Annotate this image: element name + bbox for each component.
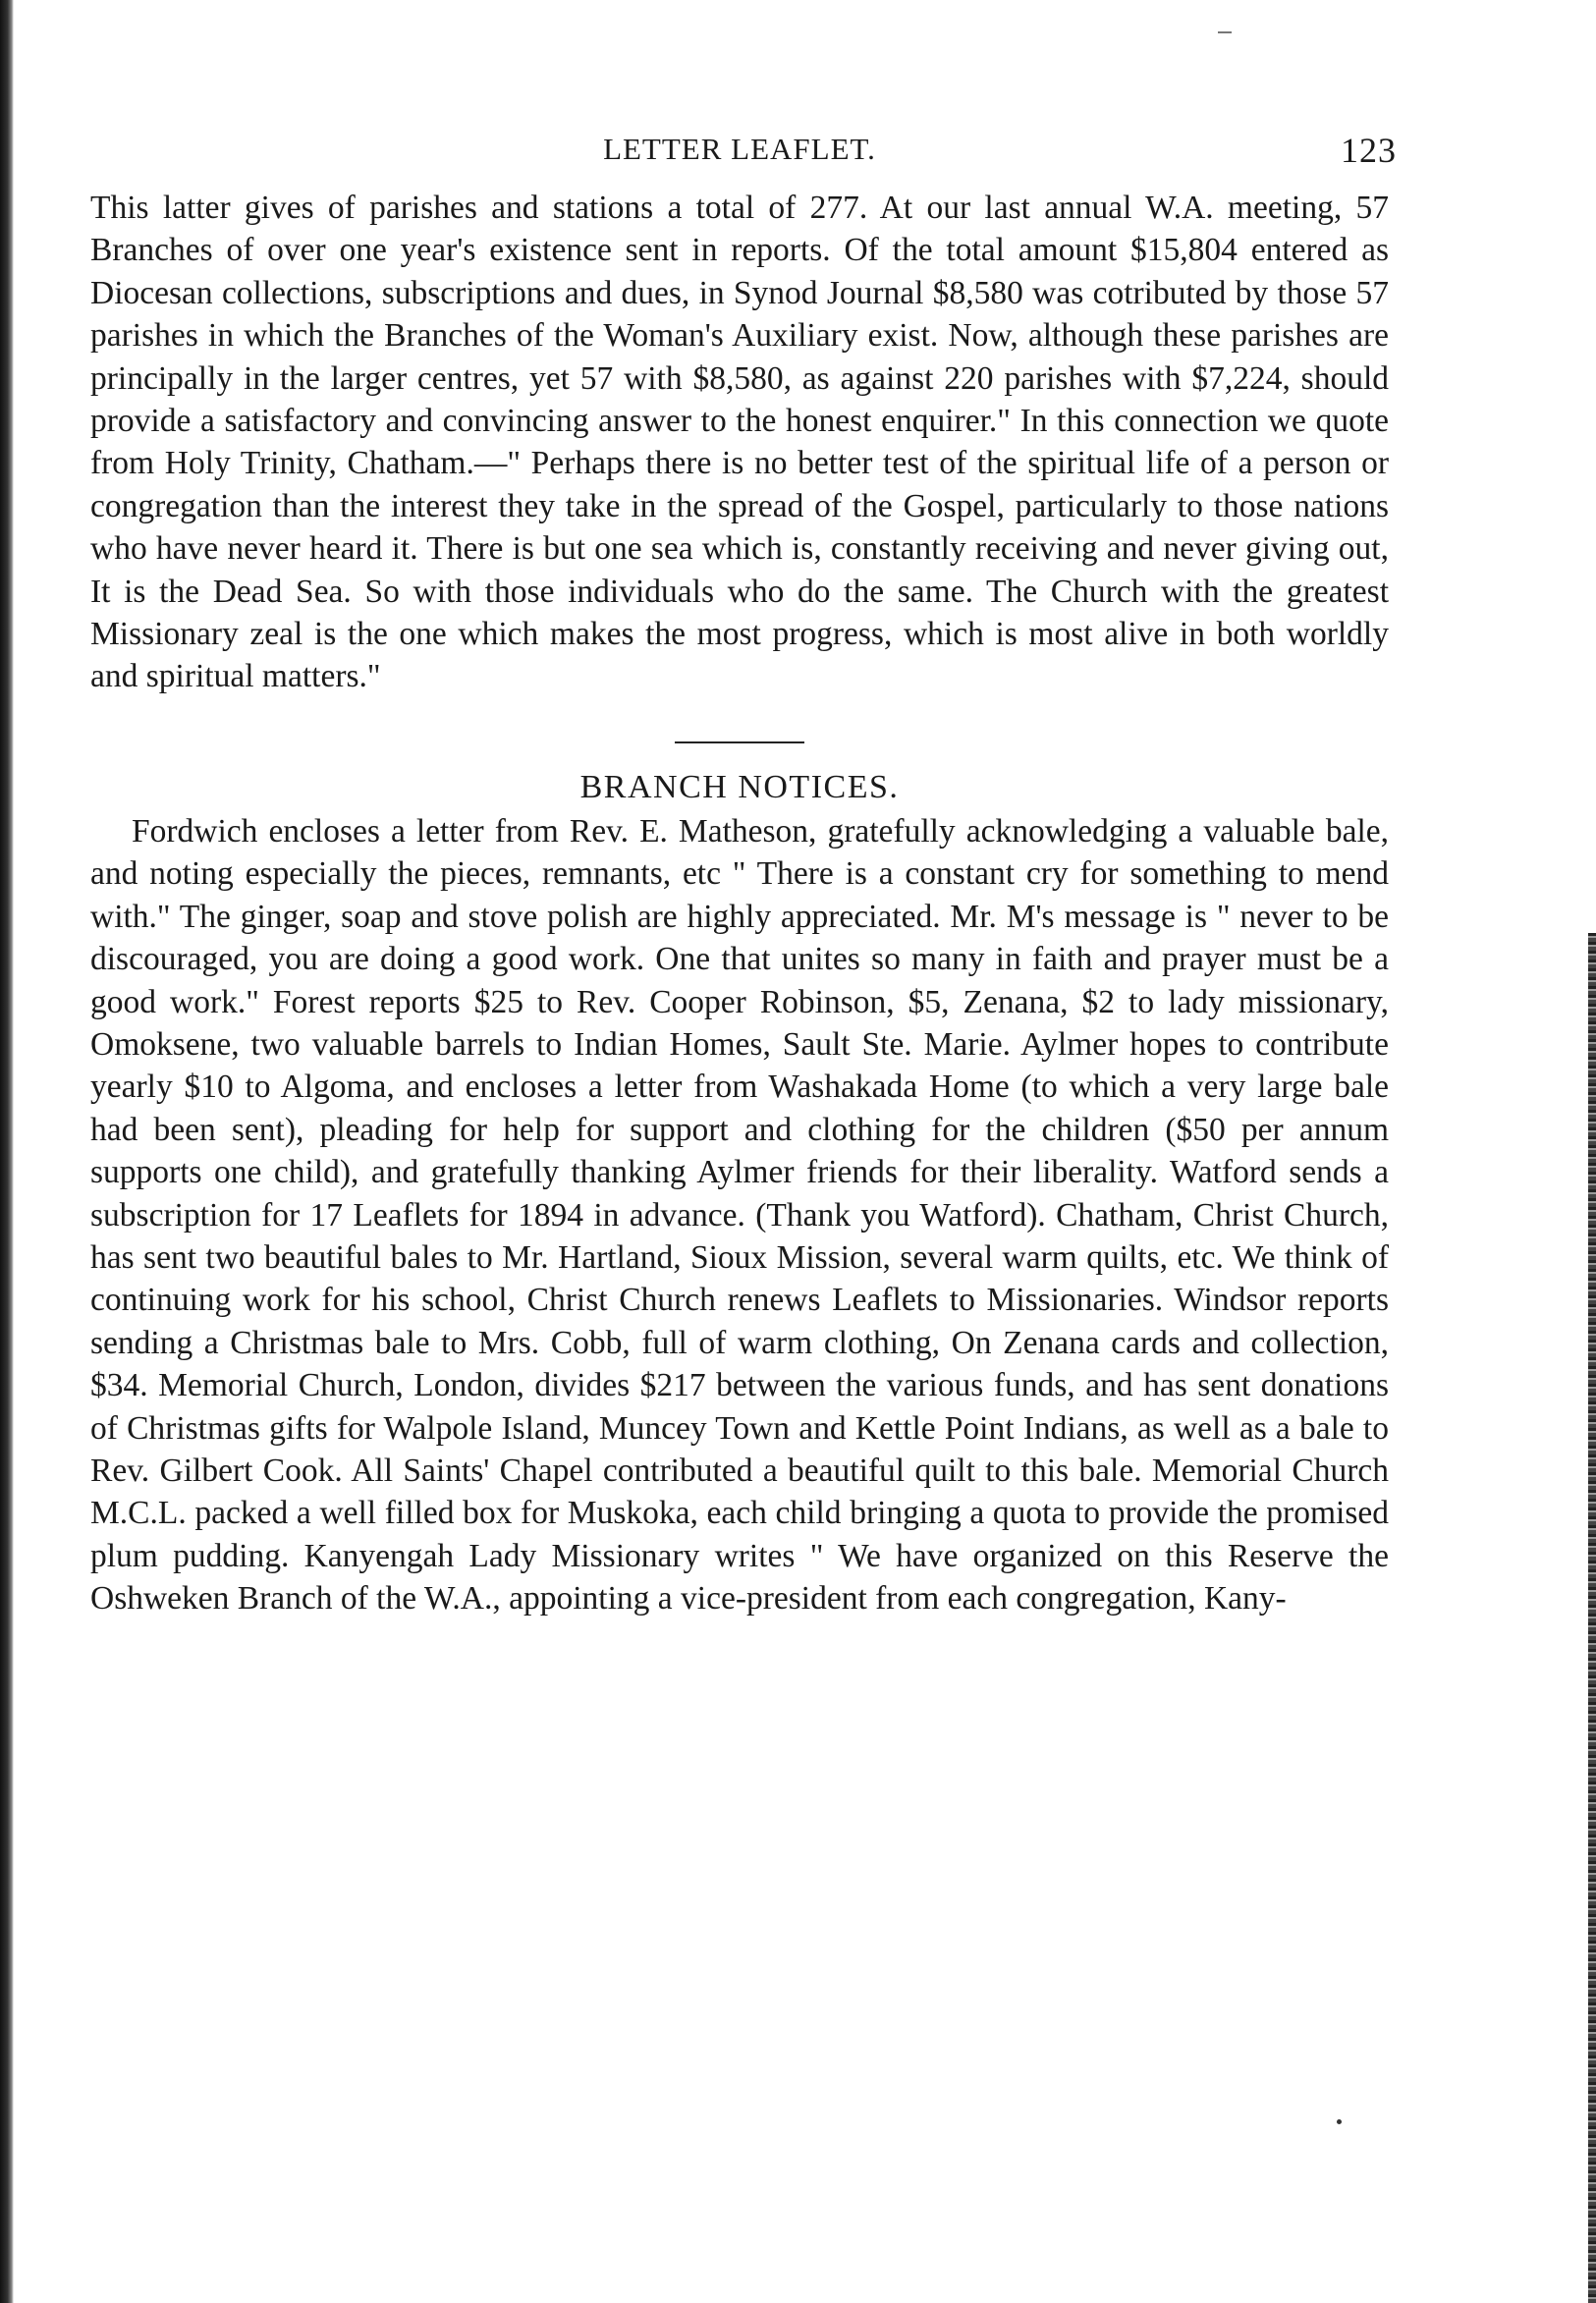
scan-edge-right bbox=[1588, 933, 1596, 2303]
running-head bbox=[90, 126, 1397, 173]
scan-speck bbox=[1218, 31, 1232, 33]
page-body bbox=[90, 126, 1397, 1620]
body-paragraph: This latter gives of parishes and stations a total of 277. At our last annual W.A. meeting, 57 Branches of over one year's existence sent in reports. Of the total amount $15,804 entered as Diocesan collections, subscriptions and dues, in Synod Journal $8,580 was cotributed by those 57 parishes in which the Branches of the Woman's Auxiliary exist. Now, although these parishes are principally in the larger centres, yet 57 with $8,580, as against 220 parishes with $7,224, should provide a satisfactory and convincing answer to the honest enquirer." In this connection we quote from Holy Trinity, Chatham.—" Perhaps there is no better test of the spiritual life of a person or congregation than the interest they take in the spread of the Gospel, particularly to those nations who have never heard it. There is but one sea which is, constantly receiving and never giving out, It is the Dead Sea. So with those individuals who do the same. The Church with the greatest Missionary zeal is the one which makes the most progress, which is most alive in both worldly and spiritual matters." bbox=[90, 190, 1389, 695]
page-number: 123 bbox=[1341, 131, 1397, 170]
section-divider bbox=[675, 741, 804, 743]
scan-speck bbox=[1337, 2119, 1342, 2124]
branch-notices bbox=[90, 810, 1389, 1620]
running-head-title: LETTER LEAFLET. bbox=[603, 132, 876, 166]
branch-notices-paragraph: Fordwich encloses a letter from Rev. E. Matheson, gratefully acknowledging a valuable bale, and noting especially the pieces, remnants, etc " There is a constant cry for something to mend with." The ginger, soap and stove polish are highly appreciated. Mr. M's message is " never to be discouraged, you are doing a good work. One that unites so many in faith and prayer must be a good work." Forest reports $25 to Rev. Cooper Robinson, $5, Zenana, $2 to lady missionary, Omoksene, two valuable barrels to Indian Homes, Sault Ste. Marie. Aylmer hopes to contribute yearly $10 to Algoma, and encloses a letter from Washakada Home (to which a very large bale had been sent), pleading for help for support and clothing for the children ($50 per annum supports one child), and gratefully thanking Aylmer friends for their liberality. Watford sends a subscription for 17 Leaflets for 1894 in advance. (Thank you Watford). Chatham, Christ Church, has sent two beautiful bales to Mr. Hartland, Sioux Mission, several warm quilts, etc. We think of continuing work for his school, Christ Church renews Leaflets to Missionaries. Windsor reports sending a Christmas bale to Mrs. Cobb, full of warm clothing, On Zenana cards and collection, $34. Memorial Church, London, divides $217 between the various funds, and has sent donations of Christmas gifts for Walpole Island, Muncey Town and Kettle Point Indians, as well as a bale to Rev. Gilbert Cook. All Saints' Chapel contributed a beautiful quilt to this bale. Memorial Church M.C.L. packed a well filled box for Muskoka, each child bringing a quota to provide the promised plum pudding. Kanyengah Lady Missionary writes " We have organized on this Reserve the Oshweken Branch of the W.A., appointing a vice-president from each congregation, Kany- bbox=[90, 812, 1389, 1618]
section-heading: BRANCH NOTICES. bbox=[579, 768, 900, 805]
scan-edge-left bbox=[0, 0, 14, 2303]
